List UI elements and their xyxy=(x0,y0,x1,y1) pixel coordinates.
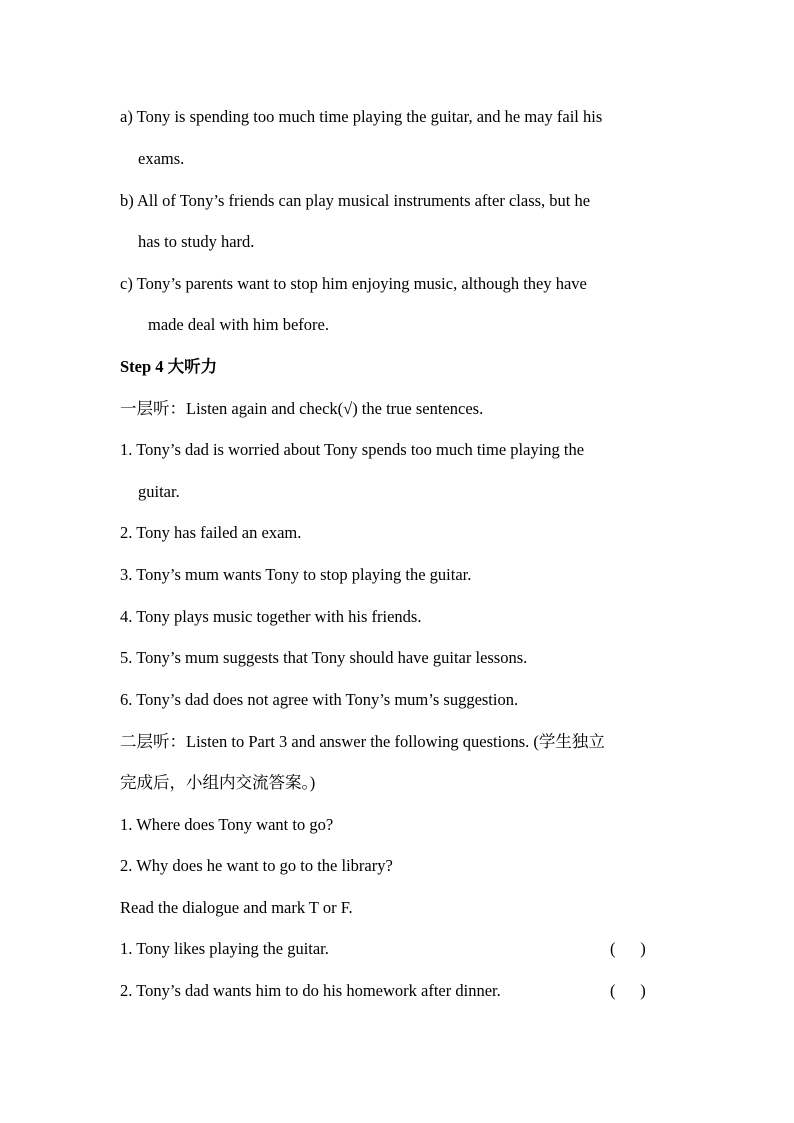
layer1-item-1-line2: guitar. xyxy=(138,482,180,501)
tf-item-1-answer-blank[interactable]: ( ) xyxy=(610,939,646,958)
layer2-instruction-line1: 二层听：Listen to Part 3 and answer the following questions. (学生独立 xyxy=(120,732,605,751)
option-c-line2: made deal with him before. xyxy=(148,315,329,334)
layer1-item-2: 2. Tony has failed an exam. xyxy=(120,523,302,542)
option-c-line1: c) Tony’s parents want to stop him enjoying music, although they have xyxy=(120,274,587,293)
layer2-question-1: 1. Where does Tony want to go? xyxy=(120,815,334,834)
option-a-line1: a) Tony is spending too much time playing the guitar, and he may fail his xyxy=(120,107,603,126)
step4-heading: Step 4 大听力 xyxy=(120,357,218,376)
layer2-question-2: 2. Why does he want to go to the library? xyxy=(120,856,393,875)
option-a-line2: exams. xyxy=(138,149,185,168)
layer1-item-1-line1: 1. Tony’s dad is worried about Tony spends too much time playing the xyxy=(120,440,585,459)
option-b-line2: has to study hard. xyxy=(138,232,255,251)
tf-item-2-text: 2. Tony’s dad wants him to do his homework after dinner. xyxy=(120,981,501,1000)
layer1-item-4: 4. Tony plays music together with his friends. xyxy=(120,607,422,626)
tf-instruction: Read the dialogue and mark T or F. xyxy=(120,898,353,917)
tf-item-2-answer-blank[interactable]: ( ) xyxy=(610,981,646,1000)
layer1-item-5: 5. Tony’s mum suggests that Tony should have guitar lessons. xyxy=(120,648,528,667)
tf-item-1-text: 1. Tony likes playing the guitar. xyxy=(120,939,329,958)
layer1-item-6: 6. Tony’s dad does not agree with Tony’s mum’s suggestion. xyxy=(120,690,519,709)
layer1-item-3: 3. Tony’s mum wants Tony to stop playing the guitar. xyxy=(120,565,472,584)
layer2-instruction-line2: 完成后，小组内交流答案。) xyxy=(120,773,316,792)
option-b-line1: b) All of Tony’s friends can play musical instruments after class, but he xyxy=(120,191,591,210)
layer1-instruction: 一层听：Listen again and check(√) the true sentences. xyxy=(120,399,484,418)
